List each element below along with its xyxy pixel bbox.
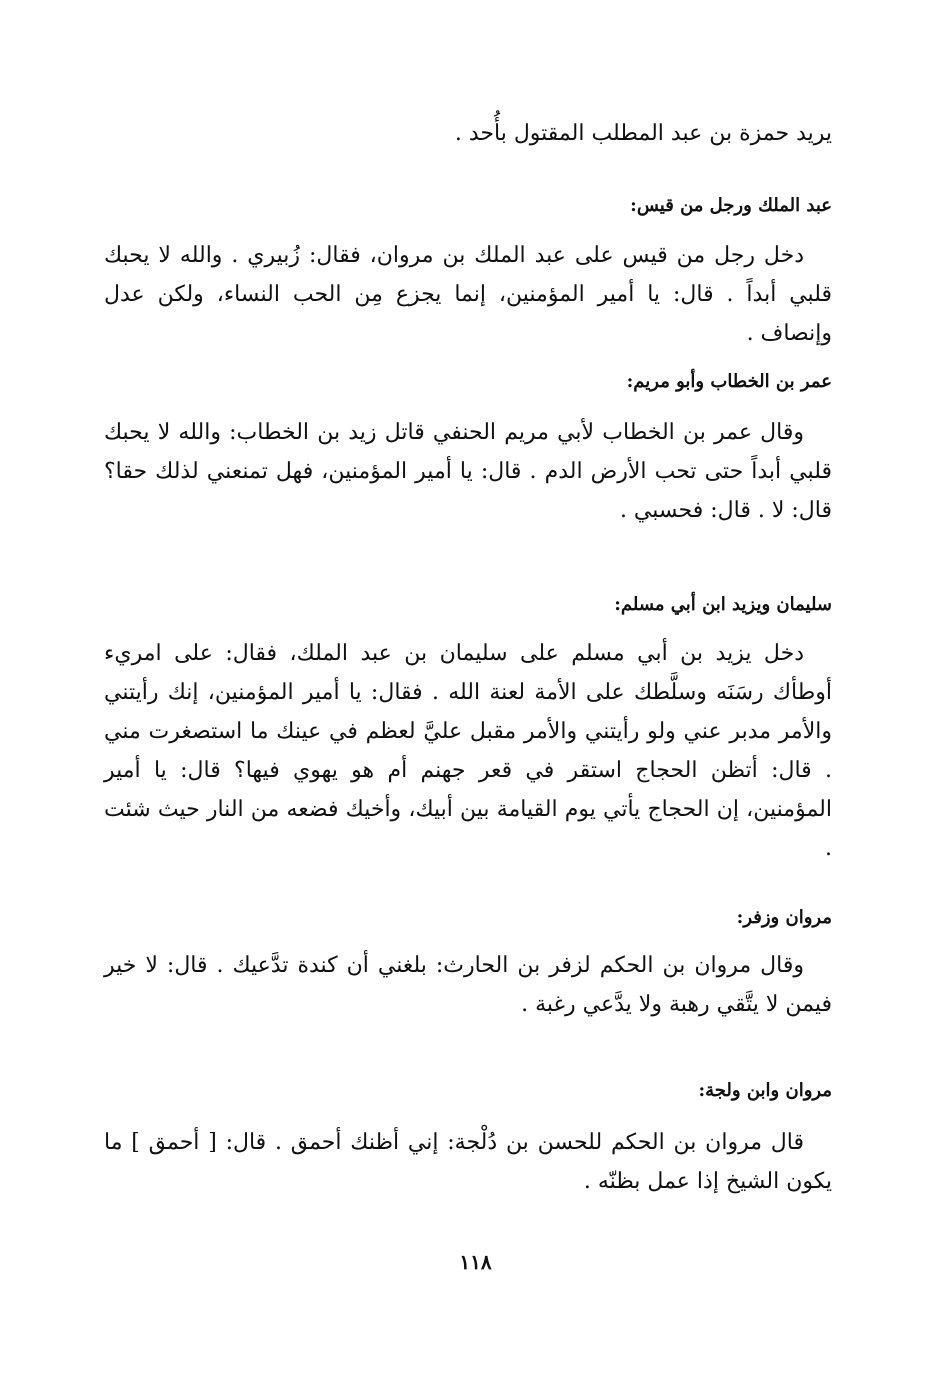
intro-paragraph: يريد حمزة بن عبد المطلب المقتول بأُحد . (454, 121, 832, 146)
section-heading-2: عمر بن الخطاب وأبو مريم: (626, 371, 832, 392)
page-number: ١١٨ (459, 1250, 492, 1274)
section-body-5: قال مروان بن الحكم للحسن بن دُلْجة: إني أظنك أحمق . قال: [ أحمق ] ما يكون الشيخ إذا عمل بظنّه . (104, 1130, 832, 1194)
section-heading-4: مروان وزفر: (736, 907, 832, 928)
section-body-3: دخل يزيد بن أبي مسلم على سليمان بن عبد الملك، فقال: على امريء أوطأك رسَنَه وسلَّطك على الأمة لعنة الله . فقال: يا أمير المؤمنين، إنك رأيتني والأمر مدبر عني ولو رأيتني والأمر مقبل عليَّ لعظم في عينك ما استصغرت مني . قال: أتظن الحجاج استقر في قعر جهنم أم هو يهوي فيها؟ قال: يا أمير المؤمنين، إن الحجاج يأتي يوم القيامة بين أبيك، وأخيك فضعه من النار حيث شئت . (104, 641, 833, 861)
section-heading-5: مروان وابن ولجة: (698, 1080, 832, 1101)
section-body-4: وقال مروان بن الحكم لزفر بن الحارث: بلغني أن كندة تدَّعيك . قال: لا خير فيمن لا يتَّقي رهبة ولا يدَّعي رغبة . (104, 953, 832, 1017)
section-body-1: دخل رجل من قيس على عبد الملك بن مروان، فقال: زُبيري . والله لا يحبك قلبي أبداً . قال: يا أمير المؤمنين، إنما يجزع مِن الحب النساء، ولكن عدل وإنصاف . (104, 243, 832, 346)
section-heading-1: عبد الملك ورجل من قيس: (630, 195, 832, 216)
section-body-2: وقال عمر بن الخطاب لأبي مريم الحنفي قاتل زيد بن الخطاب: والله لا يحبك قلبي أبداً حتى تحب الأرض الدم . قال: يا أمير المؤمنين، فهل تمنعني لذلك حقا؟ قال: لا . قال: فحسبي . (104, 420, 832, 523)
section-heading-3: سليمان ويزيد ابن أبي مسلم: (614, 594, 832, 615)
